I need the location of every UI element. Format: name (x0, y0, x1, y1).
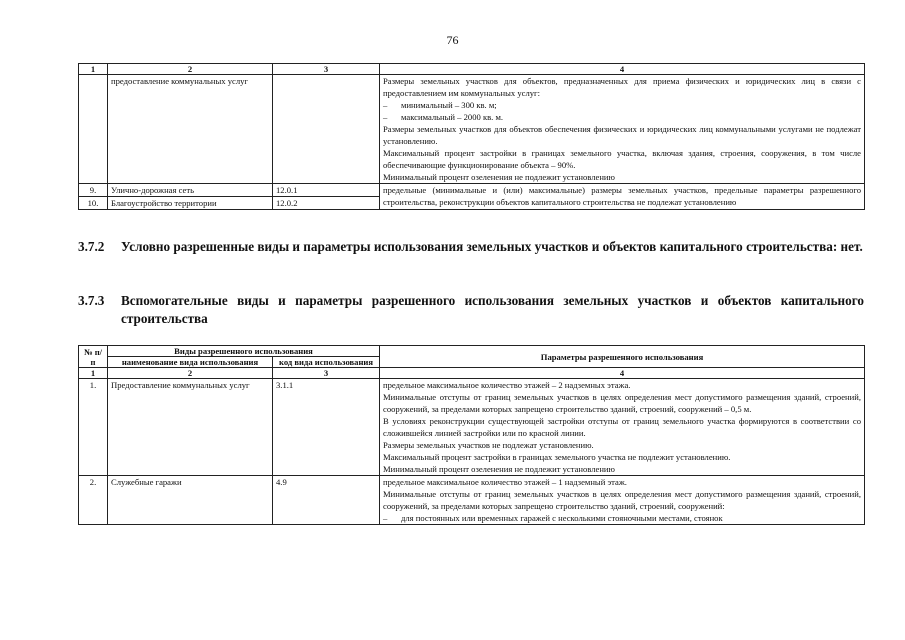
num-header: № п/п (79, 346, 108, 368)
use-code-cell: 12.0.1 (273, 184, 380, 197)
table-row (79, 379, 865, 476)
col-header: 1 (79, 64, 108, 75)
row-number-cell: 1. (79, 379, 108, 476)
params-paragraph: Минимальные отступы от границ земельных участков в целях определения мест допустимого размещения зданий, строений, сооружений, за пределами которых запрещено строительство зданий, строений, сооружений – 0,5 м. (383, 392, 862, 414)
table-row (79, 184, 865, 197)
dash-list-item: – максимальный – 2000 кв. м. (383, 112, 504, 122)
use-code-cell (273, 75, 380, 184)
params-paragraph: предельное максимальное количество этажей – 1 надземный этаж. (383, 477, 627, 487)
params-paragraph: Максимальный процент застройки в границах земельного участка, включая здания, строения, сооружения, в том числе обеспечивающие функционирование объекта – 90%. (383, 148, 861, 170)
section-title: Условно разрешенные виды и параметры использования земельных участков и объектов капитального строительства: нет. (121, 239, 863, 254)
params-paragraph: Размеры земельных участков не подлежат установлению. (383, 440, 594, 450)
use-name-cell: Предоставление коммунальных услуг (108, 379, 273, 476)
col-header: 4 (380, 64, 865, 75)
table-head-row (79, 346, 865, 357)
page-number: 76 (446, 33, 459, 47)
auxiliary-uses-table (78, 345, 865, 525)
row-number-cell: 9. (79, 184, 108, 197)
col-header: 3 (273, 368, 380, 379)
params-paragraph: В условиях реконструкции существующей застройки отступы от границ земельного участка формируются в соответствии со сложившейся линией застройки или по красной линии. (383, 416, 862, 438)
col-header: 2 (108, 64, 273, 75)
table-row (79, 75, 865, 184)
merged-params-cell: предельные (минимальные и (или) максимальные) размеры земельных участков, предельные параметры разрешенного строительства, реконструкции объектов капитального строительства не подлежат установлению (380, 184, 865, 210)
section-number: 3.7.2 (78, 239, 105, 254)
params-paragraph: Максимальный процент застройки в границах земельного участка не подлежит установлению. (383, 452, 731, 462)
params-paragraph: Размеры земельных участков для объектов обеспечения физических и юридических лиц коммунальными услугами не подлежат установлению. (383, 124, 861, 146)
params-cell (380, 75, 865, 184)
params-paragraph: Размеры земельных участков для объектов, предназначенных для приема физических и юридических лиц в связи с предоставлением им коммунальных услуг: (383, 76, 861, 98)
params-paragraph: Минимальные отступы от границ земельных участков в целях определения мест допустимого размещения зданий, строений, сооружений, за пределами которых запрещено строительство зданий, строений, сооружений: (383, 489, 862, 511)
dash-list-item: – минимальный – 300 кв. м; (383, 100, 497, 110)
section-heading-3-7-3 (78, 292, 864, 328)
use-name-cell: Благоустройство территории (108, 197, 273, 210)
row-number-cell: 10. (79, 197, 108, 210)
col-header: 3 (273, 64, 380, 75)
params-paragraph: Минимальный процент озеленения не подлежит установлению (383, 172, 615, 182)
permitted-uses-table-continued (78, 63, 865, 210)
dash-list-item: – для постоянных или временных гаражей с несколькими стояночными местами, стоянок (383, 513, 723, 523)
section-title: Вспомогательные виды и параметры разрешенного использования земельных участков и объектов капитального строительства (121, 293, 864, 326)
params-paragraph: предельное максимальное количество этажей – 2 надземных этажа. (383, 380, 631, 390)
use-name-cell: предоставление коммунальных услуг (108, 75, 273, 184)
params-cell (380, 476, 865, 525)
table-row (79, 476, 865, 525)
col-header: 2 (108, 368, 273, 379)
section-heading-3-7-2 (78, 238, 864, 256)
col-header: 4 (380, 368, 865, 379)
section-number: 3.7.3 (78, 293, 105, 308)
use-code-cell: 4.9 (273, 476, 380, 525)
params-header: Параметры разрешенного использования (380, 346, 865, 368)
column-number-row (79, 64, 865, 75)
use-name-cell: Служебные гаражи (108, 476, 273, 525)
col-header: 1 (79, 368, 108, 379)
use-name-cell: Улично-дорожная сеть (108, 184, 273, 197)
use-code-cell: 12.0.2 (273, 197, 380, 210)
group-header: Виды разрешенного использования (108, 346, 380, 357)
row-number-cell: 2. (79, 476, 108, 525)
row-number-cell (79, 75, 108, 184)
params-cell (380, 379, 865, 476)
column-number-row (79, 368, 865, 379)
params-paragraph: Минимальный процент озеленения не подлежит установлению (383, 464, 615, 474)
name-header: наименование вида использования (108, 357, 273, 368)
code-header: код вида использования (273, 357, 380, 368)
use-code-cell: 3.1.1 (273, 379, 380, 476)
